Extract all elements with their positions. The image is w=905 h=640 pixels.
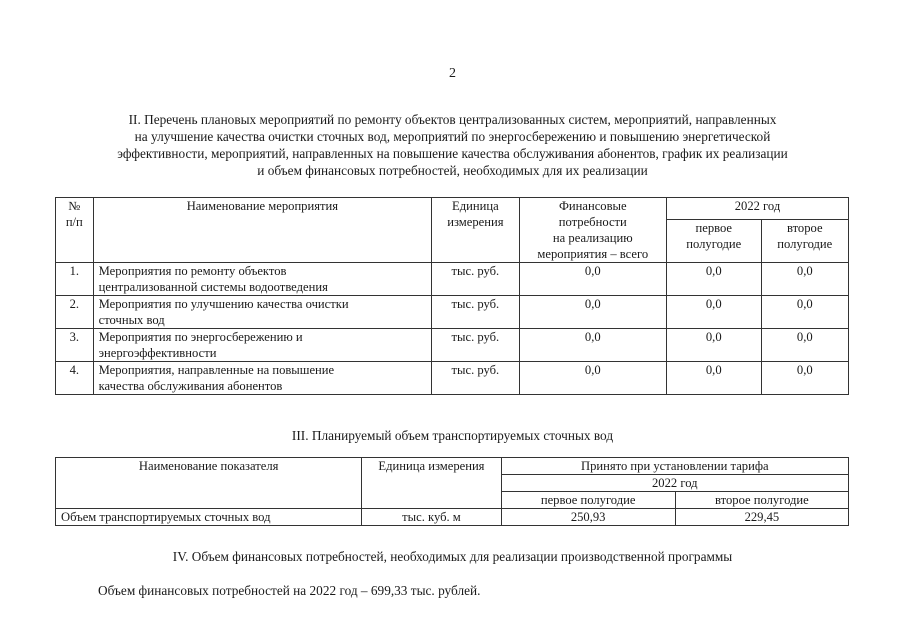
row-total: 0,0 (519, 362, 666, 395)
row-num: 1. (56, 263, 94, 296)
table-row (56, 296, 849, 329)
row-first-half: 0,0 (666, 362, 761, 395)
row-name-line: Мероприятия по улучшению качества очистки (98, 297, 349, 311)
row-second-half: 0,0 (761, 362, 848, 395)
header-accepted: Принято при установлении тарифа (501, 458, 848, 475)
header-second-half-line: второе (786, 221, 823, 236)
row-name-line: качества обслуживания абонентов (98, 379, 283, 393)
section-2-heading-line: и объем финансовых потребностей, необходимых для их реализации (257, 163, 648, 178)
row-second-half: 0,0 (761, 329, 848, 362)
header-num-line: п/п (65, 215, 83, 229)
row-second-half: 229,45 (675, 509, 848, 526)
row-num: 2. (56, 296, 94, 329)
section-2-heading-line: эффективности, мероприятий, направленных на повышение качества обслуживания абонентов, график их реализации (117, 146, 788, 161)
page-number: 2 (449, 66, 456, 81)
header-second-half: второе полугодие (675, 492, 848, 509)
row-total: 0,0 (519, 296, 666, 329)
row-indicator: Объем транспортируемых сточных вод (56, 509, 362, 526)
table-row (56, 509, 849, 526)
header-unit-line: измерения (447, 215, 504, 229)
header-first-half-line: полугодие (686, 237, 742, 252)
row-unit: тыс. руб. (432, 263, 519, 296)
row-first-half: 0,0 (666, 329, 761, 362)
header-unit (432, 198, 519, 263)
header-measure-name: Наименование мероприятия (93, 198, 432, 263)
row-name-line: энергоэффективности (98, 346, 217, 360)
header-first-half (666, 220, 761, 263)
row-second-half: 0,0 (761, 263, 848, 296)
header-finance (519, 198, 666, 263)
header-first-half: первое полугодие (501, 492, 675, 509)
header-indicator: Наименование показателя (56, 458, 362, 509)
table-row (56, 263, 849, 296)
row-first-half: 250,93 (501, 509, 675, 526)
row-num: 4. (56, 362, 94, 395)
row-name-line: Мероприятия по энергосбережению и (98, 330, 303, 344)
header-num (56, 198, 94, 263)
wastewater-volume-table (55, 457, 849, 526)
header-finance-line: на реализацию (552, 231, 633, 245)
measures-table (55, 197, 849, 395)
table-row (56, 329, 849, 362)
header-finance-line: мероприятия – всего (537, 247, 649, 261)
row-unit: тыс. руб. (432, 329, 519, 362)
row-name-line: централизованной системы водоотведения (98, 280, 328, 294)
row-name (93, 263, 432, 296)
header-finance-line: потребности (558, 215, 627, 229)
row-name-line: сточных вод (98, 313, 165, 327)
section-2-heading-line: на улучшение качества очистки сточных вод, мероприятий по энергосбережению и повышению энергетической (134, 129, 771, 144)
section-2-heading-line: II. Перечень плановых мероприятий по ремонту объектов централизованных систем, мероприятий, направленных (128, 112, 777, 127)
row-name (93, 296, 432, 329)
section-2-heading (40, 111, 865, 179)
row-total: 0,0 (519, 329, 666, 362)
row-num: 3. (56, 329, 94, 362)
header-num-line: № (68, 199, 81, 213)
header-second-half (761, 220, 848, 263)
header-unit: Единица измерения (362, 458, 501, 509)
header-first-half-line: первое (695, 221, 733, 236)
volume-table-header-row (56, 458, 849, 475)
row-first-half: 0,0 (666, 296, 761, 329)
row-second-half: 0,0 (761, 296, 848, 329)
row-name (93, 329, 432, 362)
header-year: 2022 год (666, 198, 848, 220)
row-unit: тыс. руб. (432, 296, 519, 329)
row-name-line: Мероприятия, направленные на повышение (98, 363, 335, 377)
row-unit: тыс. руб. (432, 362, 519, 395)
section-3-heading: III. Планируемый объем транспортируемых сточных вод (291, 428, 614, 443)
header-finance-line: Финансовые (558, 199, 627, 213)
row-name (93, 362, 432, 395)
header-year: 2022 год (501, 475, 848, 492)
table-row (56, 362, 849, 395)
financial-summary: Объем финансовых потребностей на 2022 год – 699,33 тыс. рублей. (98, 583, 481, 598)
section-4-heading: IV. Объем финансовых потребностей, необходимых для реализации производственной программы (172, 549, 733, 564)
row-first-half: 0,0 (666, 263, 761, 296)
row-name-line: Мероприятия по ремонту объектов (98, 264, 287, 278)
header-second-half-line: полугодие (777, 237, 833, 252)
header-unit-line: Единица (452, 199, 499, 213)
row-total: 0,0 (519, 263, 666, 296)
measures-table-header-row (56, 198, 849, 220)
row-unit: тыс. куб. м (362, 509, 501, 526)
